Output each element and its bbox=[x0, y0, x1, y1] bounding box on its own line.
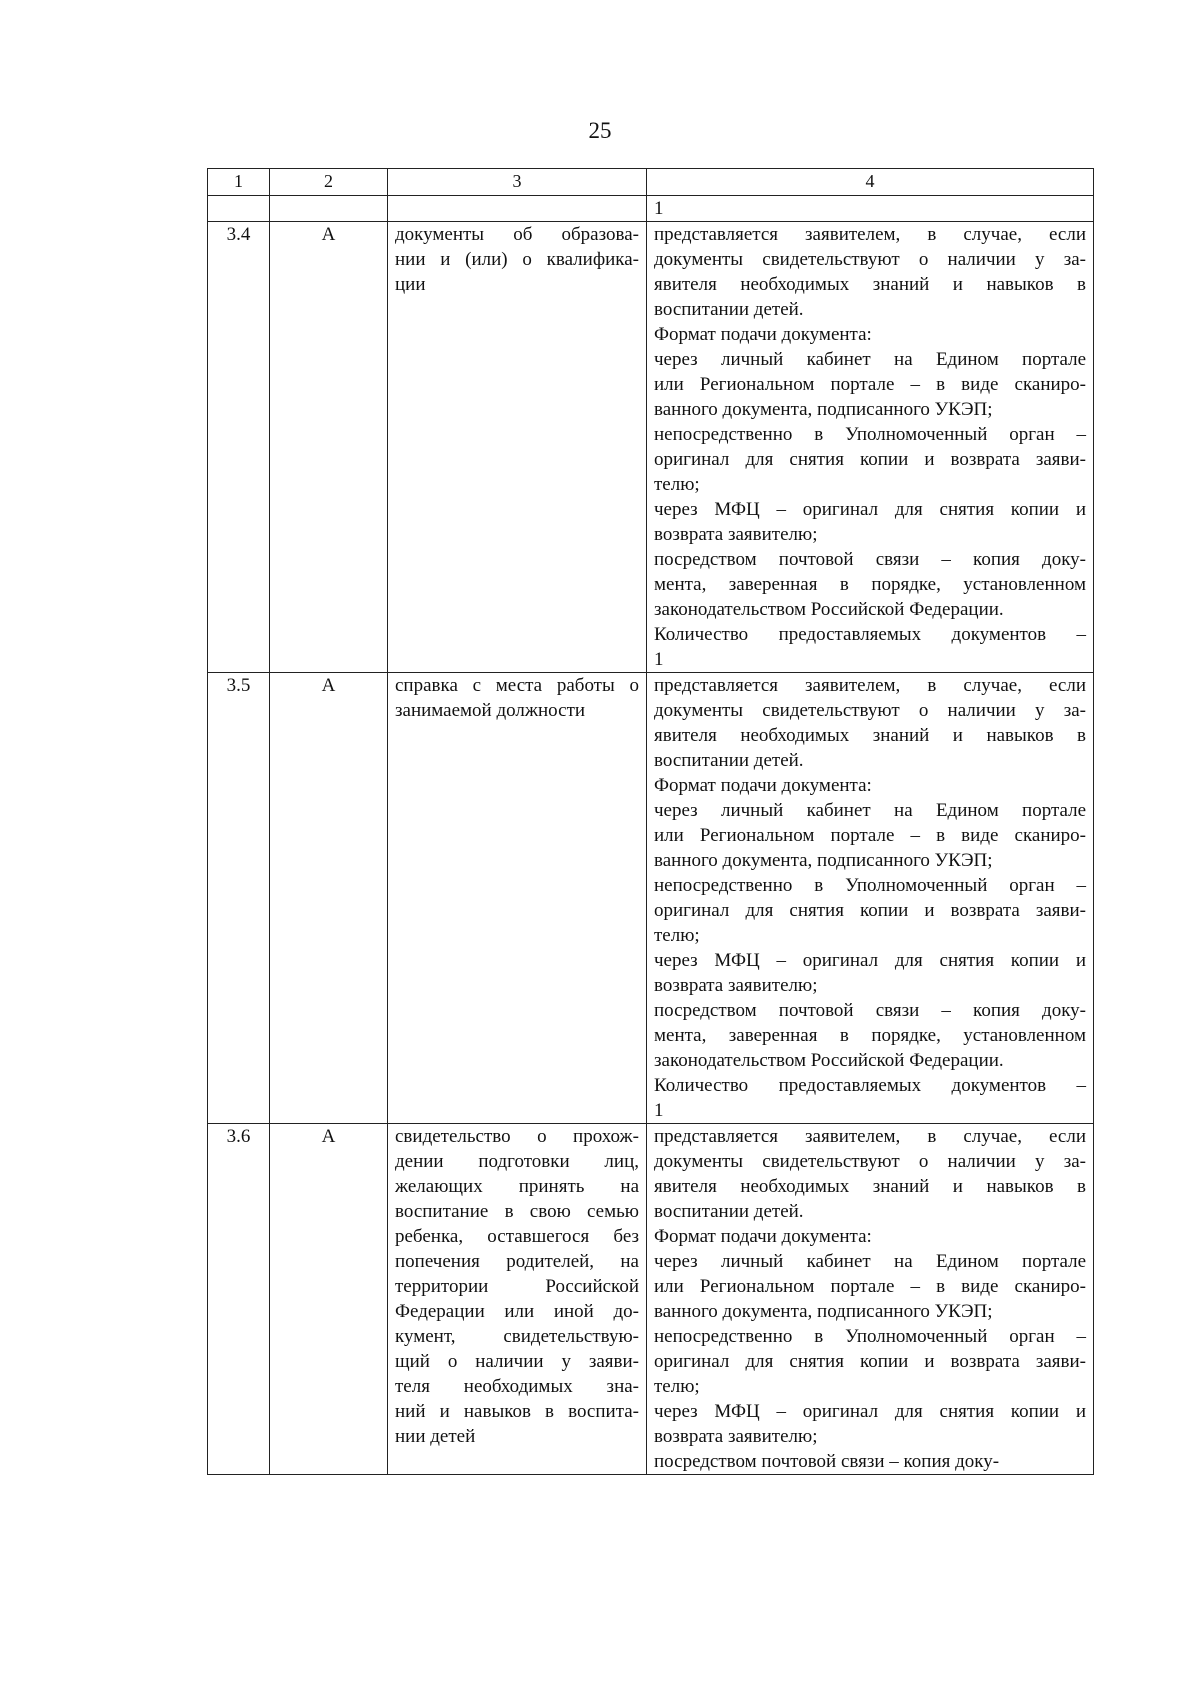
document-description-line: законодательством Российской Федерации. bbox=[654, 599, 1004, 620]
document-description-line: Количество предоставляемых документов – bbox=[654, 624, 1086, 645]
row-number: 3.4 bbox=[208, 222, 270, 673]
document-description-line: 1 bbox=[654, 1100, 664, 1121]
row-number: 3.6 bbox=[208, 1124, 270, 1475]
document-description-line: законодательством Российской Федерации. bbox=[654, 1050, 1004, 1071]
document-description-line: ванного документа, подписанного УКЭП; bbox=[654, 850, 993, 871]
document-description bbox=[647, 673, 1094, 1124]
document-name-line: желающих принять на bbox=[395, 1176, 639, 1197]
document-description bbox=[647, 222, 1094, 673]
header-row bbox=[208, 169, 1094, 196]
table-row bbox=[208, 222, 1094, 673]
document-description-line: оригинал для снятия копии и возврата заяви- bbox=[654, 1351, 1086, 1372]
document-description-line: через личный кабинет на Едином портале bbox=[654, 349, 1086, 370]
document-description-line: представляется заявителем, в случае, если bbox=[654, 224, 1086, 245]
header-cell-4: 4 bbox=[647, 169, 1094, 196]
document-description-line: ванного документа, подписанного УКЭП; bbox=[654, 1301, 993, 1322]
document-description-line: Формат подачи документа: bbox=[654, 324, 872, 345]
document-description-line: посредством почтовой связи – копия доку- bbox=[654, 549, 1086, 570]
header-cell-3: 3 bbox=[388, 169, 647, 196]
document-description-line: оригинал для снятия копии и возврата заяви- bbox=[654, 900, 1086, 921]
subheader-cell-1 bbox=[208, 196, 270, 222]
document-name-line: кумент, свидетельствую- bbox=[395, 1326, 639, 1347]
page-number: 25 bbox=[588, 118, 612, 143]
document-description-line: оригинал для снятия копии и возврата заяви- bbox=[654, 449, 1086, 470]
document-description-line: или Региональном портале – в виде сканиро- bbox=[654, 1276, 1086, 1297]
document-description-line: мента, заверенная в порядке, установленном bbox=[654, 574, 1086, 595]
subheader-row bbox=[208, 196, 1094, 222]
document-description-line: возврата заявителю; bbox=[654, 1426, 818, 1447]
document-description-line: представляется заявителем, в случае, если bbox=[654, 1126, 1086, 1147]
document-description-line: или Региональном портале – в виде сканиро- bbox=[654, 374, 1086, 395]
document-description-line: телю; bbox=[654, 474, 700, 495]
document-description-line: воспитании детей. bbox=[654, 750, 804, 771]
document-name-line: теля необходимых зна- bbox=[395, 1376, 639, 1397]
document-description-line: через личный кабинет на Едином портале bbox=[654, 1251, 1086, 1272]
document-description-line: явителя необходимых знаний и навыков в bbox=[654, 274, 1086, 295]
document-name-line: ции bbox=[395, 274, 426, 295]
document-name-line: воспитание в свою семью bbox=[395, 1201, 639, 1222]
document-description-line: воспитании детей. bbox=[654, 1201, 804, 1222]
document-name bbox=[388, 1124, 647, 1475]
document-description-line: телю; bbox=[654, 925, 700, 946]
document-description-line: через МФЦ – оригинал для снятия копии и bbox=[654, 1401, 1086, 1422]
document-name-line: дении подготовки лиц, bbox=[395, 1151, 639, 1172]
requirements-table bbox=[207, 168, 1094, 1475]
document-name bbox=[388, 222, 647, 673]
subheader-cell-4: 1 bbox=[647, 196, 1094, 222]
document-description-line: посредством почтовой связи – копия доку- bbox=[654, 1000, 1086, 1021]
document-name-line: свидетельство о прохож- bbox=[395, 1126, 639, 1147]
row-category: А bbox=[270, 1124, 388, 1475]
table-row bbox=[208, 673, 1094, 1124]
row-number: 3.5 bbox=[208, 673, 270, 1124]
document-name-line: Федерации или иной до- bbox=[395, 1301, 639, 1322]
table-row bbox=[208, 1124, 1094, 1475]
document-name-line: ребенка, оставшегося без bbox=[395, 1226, 639, 1247]
document-name-line: занимаемой должности bbox=[395, 700, 586, 721]
document-name-line: нии и (или) о квалифика- bbox=[395, 249, 639, 270]
document-description-line: возврата заявителю; bbox=[654, 975, 818, 996]
document-description-line: воспитании детей. bbox=[654, 299, 804, 320]
row-category: А bbox=[270, 222, 388, 673]
document-description-line: явителя необходимых знаний и навыков в bbox=[654, 725, 1086, 746]
document-description-line: через МФЦ – оригинал для снятия копии и bbox=[654, 499, 1086, 520]
document-description-line: возврата заявителю; bbox=[654, 524, 818, 545]
document-name-line: нии детей bbox=[395, 1426, 476, 1447]
document-description-line: явителя необходимых знаний и навыков в bbox=[654, 1176, 1086, 1197]
document-description-line: непосредственно в Уполномоченный орган – bbox=[654, 875, 1086, 896]
subheader-cell-3 bbox=[388, 196, 647, 222]
document-description-line: или Региональном портале – в виде сканиро- bbox=[654, 825, 1086, 846]
document-name-line: территории Российской bbox=[395, 1276, 639, 1297]
document-name-line: справка с места работы о bbox=[395, 675, 639, 696]
document-description-line: Формат подачи документа: bbox=[654, 1226, 872, 1247]
document-name-line: попечения родителей, на bbox=[395, 1251, 639, 1272]
document-description-line: через личный кабинет на Едином портале bbox=[654, 800, 1086, 821]
document-description-line: документы свидетельствуют о наличии у за- bbox=[654, 249, 1086, 270]
document-name-line: ний и навыков в воспита- bbox=[395, 1401, 639, 1422]
document-description-line: Количество предоставляемых документов – bbox=[654, 1075, 1086, 1096]
document-description-line: представляется заявителем, в случае, если bbox=[654, 675, 1086, 696]
subheader-cell-2 bbox=[270, 196, 388, 222]
document-description-line: Формат подачи документа: bbox=[654, 775, 872, 796]
document-description-line: непосредственно в Уполномоченный орган – bbox=[654, 1326, 1086, 1347]
document-description-line: мента, заверенная в порядке, установленном bbox=[654, 1025, 1086, 1046]
document-description-line: документы свидетельствуют о наличии у за- bbox=[654, 700, 1086, 721]
document-description-line: посредством почтовой связи – копия доку- bbox=[654, 1451, 1000, 1472]
document-description-line: ванного документа, подписанного УКЭП; bbox=[654, 399, 993, 420]
document-name bbox=[388, 673, 647, 1124]
document-name-line: документы об образова- bbox=[395, 224, 639, 245]
document-name-line: щий о наличии у заяви- bbox=[395, 1351, 639, 1372]
header-cell-1: 1 bbox=[208, 169, 270, 196]
header-cell-2: 2 bbox=[270, 169, 388, 196]
document-description-line: 1 bbox=[654, 649, 664, 670]
document-description-line: непосредственно в Уполномоченный орган – bbox=[654, 424, 1086, 445]
document-description-line: телю; bbox=[654, 1376, 700, 1397]
row-category: А bbox=[270, 673, 388, 1124]
document-description-line: документы свидетельствуют о наличии у за- bbox=[654, 1151, 1086, 1172]
document-description-line: через МФЦ – оригинал для снятия копии и bbox=[654, 950, 1086, 971]
document-description bbox=[647, 1124, 1094, 1475]
